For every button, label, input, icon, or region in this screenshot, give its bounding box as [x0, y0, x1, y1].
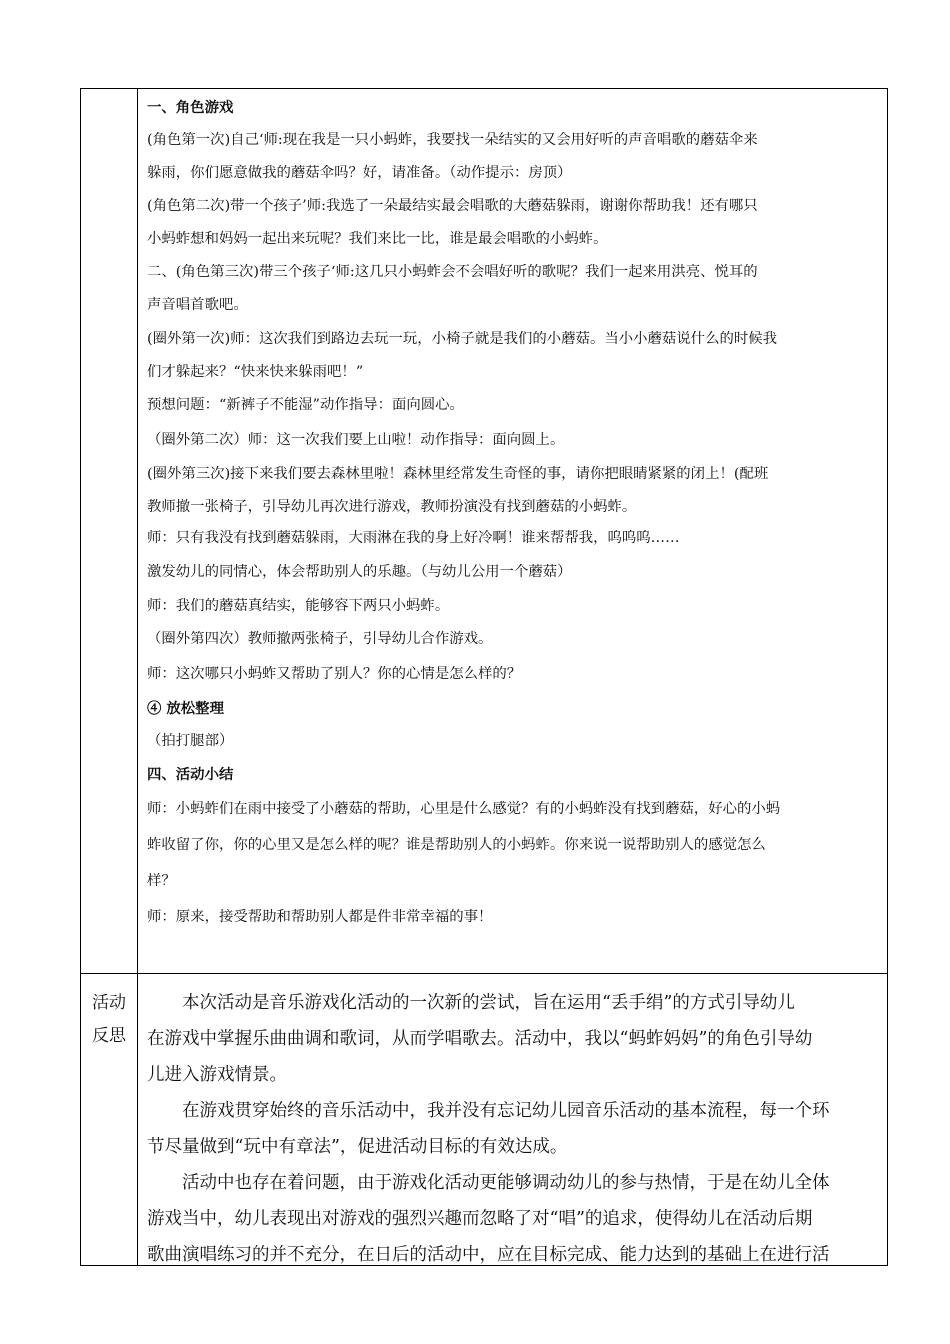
text-line: 躲雨，你们愿意做我的蘑菇伞吗？好，请准备。（动作提示：房顶）	[147, 165, 572, 181]
text-line: 声音唱首歌吧。	[147, 297, 248, 313]
text-line: (角色第二次)带一个孩子’师:我选了一朵最结实最会唱歌的大蘑菇躲雨，谢谢你帮助我！还有哪只	[147, 198, 758, 214]
row-divider	[81, 973, 887, 974]
text-line: 师：只有我没有找到蘑菇躲雨，大雨淋在我的身上好冷啊！谁来帮帮我，呜呜呜……	[147, 530, 680, 546]
text-line: （圈外第二次）师：这一次我们要上山啦！动作指导：面向圆上。	[147, 432, 565, 448]
reflection-line: 歌曲演唱练习的并不充分，在日后的活动中，应在目标完成、能力达到的基础上在进行活	[147, 1245, 830, 1265]
text-line: 样？	[147, 873, 176, 889]
reflection-label	[83, 987, 135, 1053]
section-heading: ④ 放松整理	[147, 700, 224, 717]
text-line: 教师撤一张椅子，引导幼儿再次进行游戏，教师扮演没有找到蘑菇的小蚂蚱。	[147, 499, 637, 515]
section-heading: 四、活动小结	[147, 766, 234, 783]
lesson-table	[80, 88, 888, 1266]
text-line: (圈外第一次)师：这次我们到路边去玩一玩，小椅子就是我们的小蘑菇。当小小蘑菇说什么的时候我	[147, 331, 778, 347]
text-line: （圈外第四次）教师撤两张椅子，引导幼儿合作游戏。	[147, 631, 493, 647]
text-line: 蚱收留了你，你的心里又是怎么样的呢？谁是帮助别人的小蚂蚱。你来说一说帮助别人的感觉怎么	[147, 837, 766, 853]
text-line: 激发幼儿的同情心，体会帮助别人的乐趣。（与幼儿公用一个蘑菇）	[147, 564, 572, 580]
activity-process-cell	[147, 93, 883, 935]
reflection-line: 游戏当中，幼儿表现出对游戏的强烈兴趣而忽略了对“唱”的追求，使得幼儿在活动后期	[147, 1209, 813, 1229]
text-line: 师：这次哪只小蚂蚱又帮助了别人？你的心情是怎么样的？	[147, 666, 522, 682]
reflection-line: 节尽量做到“玩中有章法”，促进活动目标的有效达成。	[147, 1137, 568, 1157]
reflection-label-line-1: 活动	[92, 993, 126, 1013]
text-line: 们才躲起来？“快来快来躲雨吧！”	[147, 364, 364, 380]
text-line: 师：我们的蘑菇真结实，能够容下两只小蚂蚱。	[147, 598, 450, 614]
reflection-label-line-2: 反思	[92, 1026, 126, 1046]
text-line: (角色第一次)自己‘师:现在我是一只小蚂蚱，我要找一朵结实的又会用好听的声音唱歌的蘑菇伞来	[147, 132, 758, 148]
column-divider	[137, 89, 138, 1265]
text-line: (圈外第三次)接下来我们要去森林里啦！森林里经常发生奇怪的事，请你把眼睛紧紧的闭上！(配班	[147, 466, 769, 482]
reflection-line: 在游戏中掌握乐曲曲调和歌词，从而学唱歌去。活动中，我以“蚂蚱妈妈”的角色引导幼	[147, 1029, 813, 1049]
text-line: 师：原来，接受帮助和帮助别人都是件非常幸福的事！	[147, 909, 493, 925]
reflection-line: 在游戏贯穿始终的音乐活动中，我并没有忘记幼儿园音乐活动的基本流程，每一个环	[147, 1101, 830, 1121]
text-line: 二、(角色第三次)带三个孩子‘师:这几只小蚂蚱会不会唱好听的歌呢？我们一起来用洪亮、悦耳的	[147, 264, 758, 280]
text-line: 小蚂蚱想和妈妈一起出来玩呢？我们来比一比，谁是最会唱歌的小蚂蚱。	[147, 231, 608, 247]
section-heading: 一、角色游戏	[147, 99, 234, 116]
text-line: （拍打腿部）	[147, 733, 234, 749]
reflection-cell	[147, 985, 883, 1273]
reflection-line: 本次活动是音乐游戏化活动的一次新的尝试，旨在运用“丢手绢”的方式引导幼儿	[147, 993, 795, 1013]
reflection-line: 活动中也存在着问题，由于游戏化活动更能够调动幼儿的参与热情，于是在幼儿全体	[147, 1173, 830, 1193]
reflection-line: 儿进入游戏情景。	[147, 1065, 287, 1085]
text-line: 师：小蚂蚱们在雨中接受了小蘑菇的帮助，心里是什么感觉？有的小蚂蚱没有找到蘑菇，好心的小蚂	[147, 801, 781, 817]
text-line: 预想问题：“新裤子不能湿”动作指导：面向圆心。	[147, 397, 464, 413]
